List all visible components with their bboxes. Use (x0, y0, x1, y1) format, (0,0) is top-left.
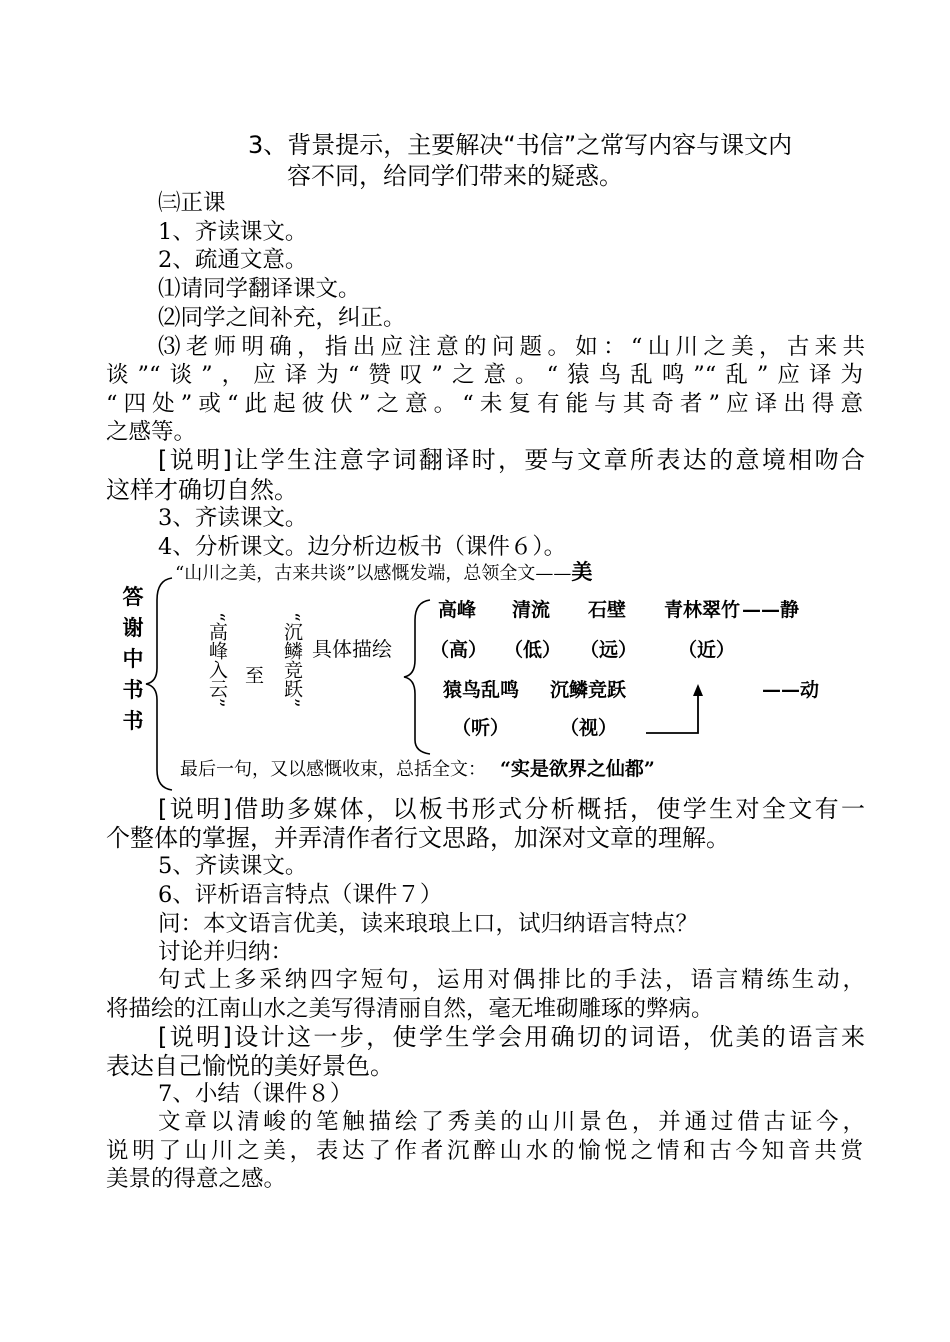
step-2-3-line2: 谈”“谈”，应译为“赞叹”之意。“猿鸟乱鸣”“乱”应译为 (106, 362, 863, 388)
summary-line3: 美景的得意之感。 (106, 1166, 287, 1192)
step-7: 7、小结（课件８） (158, 1081, 353, 1107)
row2-item: （远） (580, 639, 638, 661)
answer-line2: 将描绘的江南山水之美写得清丽自然，毫无堆砌雕琢的弊病。 (106, 996, 714, 1022)
step-4: 4、分析课文。边分析边板书（课件６）。 (158, 534, 567, 560)
intro-point3-line1: 3、背景提示，主要解决“书信”之常写内容与课文内 (248, 131, 793, 159)
row3-item: 沉鳞竞跃 (550, 679, 627, 701)
board-bottom-line (180, 757, 655, 782)
intro-point3-line2: 容不同，给同学们带来的疑惑。 (287, 162, 623, 190)
row1-item: 清流 (512, 599, 551, 621)
summary-line2: 说明了山川之美，表达了作者沉醉山水的愉悦之情和古今知音共赏 (106, 1138, 863, 1164)
row4-item: （听） (452, 717, 510, 739)
step-2-3-line1: ⑶老师明确，指出应注意的问题。如：“山川之美，古来共 (158, 334, 865, 360)
step-2: 2、疏通文意。 (158, 247, 308, 273)
step-2-3-line4: 之感等。 (106, 419, 197, 445)
step-1: 1、齐读课文。 (158, 219, 308, 245)
board-top-text: “山川之美，古来共谈”以感慨发端，总领全文—— (175, 563, 572, 584)
discuss: 讨论并归纳： (158, 939, 294, 965)
board-describe: 具体描绘 (312, 637, 392, 661)
step-2-2: ⑵同学之间补充，纠正。 (158, 305, 406, 331)
row1-item: 青林翠竹 (664, 599, 741, 621)
row1-item: 石壁 (588, 599, 627, 621)
row3-tail: ——动 (762, 679, 820, 701)
move-arrow-head (693, 684, 703, 696)
row2-item: （低） (504, 639, 562, 661)
row2-item: （近） (678, 639, 736, 661)
board-title-char: 谢 (122, 616, 144, 640)
board-left-column: “高峰入云” (206, 612, 228, 708)
question: 问：本文语言优美，读来琅琅上口，试归纳语言特点？ (158, 911, 699, 937)
section-heading: ㈢正课 (158, 190, 226, 216)
summary-line1: 文章以清峻的笔触描绘了秀美的山川景色，并通过借古证今， (158, 1109, 865, 1135)
board-bottom-text: 最后一句，又以感慨收束，总括全文： (180, 759, 486, 780)
board-top-emph: 美 (571, 559, 593, 584)
board-bottom-emph: “实是欲界之仙都” (500, 758, 655, 780)
board-top-line (175, 560, 592, 586)
step-6: 6、评析语言特点（课件７） (158, 882, 443, 908)
board-to-word: 至 (245, 665, 265, 687)
step-2-3-line3: “四处”或“此起彼伏”之意。“未复有能与其奇者”应译出得意 (106, 391, 863, 417)
step-2-1: ⑴请同学翻译课文。 (158, 276, 361, 302)
note-1-line2: 这样才确切自然。 (106, 476, 298, 504)
board-right-column: “沉鳞竞跃” (281, 612, 303, 708)
board-title-char: 书 (122, 678, 144, 702)
outer-brace (146, 578, 172, 790)
board-title-char: 中 (122, 647, 144, 671)
note-2-line2: 个整体的掌握，并弄清作者行文思路，加深对文章的理解。 (106, 824, 730, 852)
board-title-char: 书 (122, 709, 144, 733)
note-3-line1: [说明]设计这一步，使学生学会用确切的词语，优美的语言来 (158, 1023, 865, 1051)
answer-line1: 句式上多采纳四字短句，运用对偶排比的手法，语言精练生动， (158, 967, 865, 993)
board-title-char: 答 (122, 585, 144, 609)
row1-item: 高峰 (438, 599, 477, 621)
row1-tail: ——静 (742, 599, 800, 621)
step-5: 5、齐读课文。 (158, 853, 308, 879)
row4-item: （视） (560, 717, 618, 739)
step-3: 3、齐读课文。 (158, 505, 308, 531)
note-2-line1: [说明]借助多媒体，以板书形式分析概括，使学生对全文有一 (158, 795, 865, 823)
inner-brace (404, 600, 430, 754)
move-arrow-line (646, 694, 698, 733)
row2-item: （高） (430, 639, 488, 661)
row3-item: 猿鸟乱鸣 (443, 679, 520, 701)
note-1-line1: [说明]让学生注意字词翻译时，要与文章所表达的意境相吻合 (158, 446, 865, 474)
note-3-line2: 表达自己愉悦的美好景色。 (106, 1052, 394, 1080)
